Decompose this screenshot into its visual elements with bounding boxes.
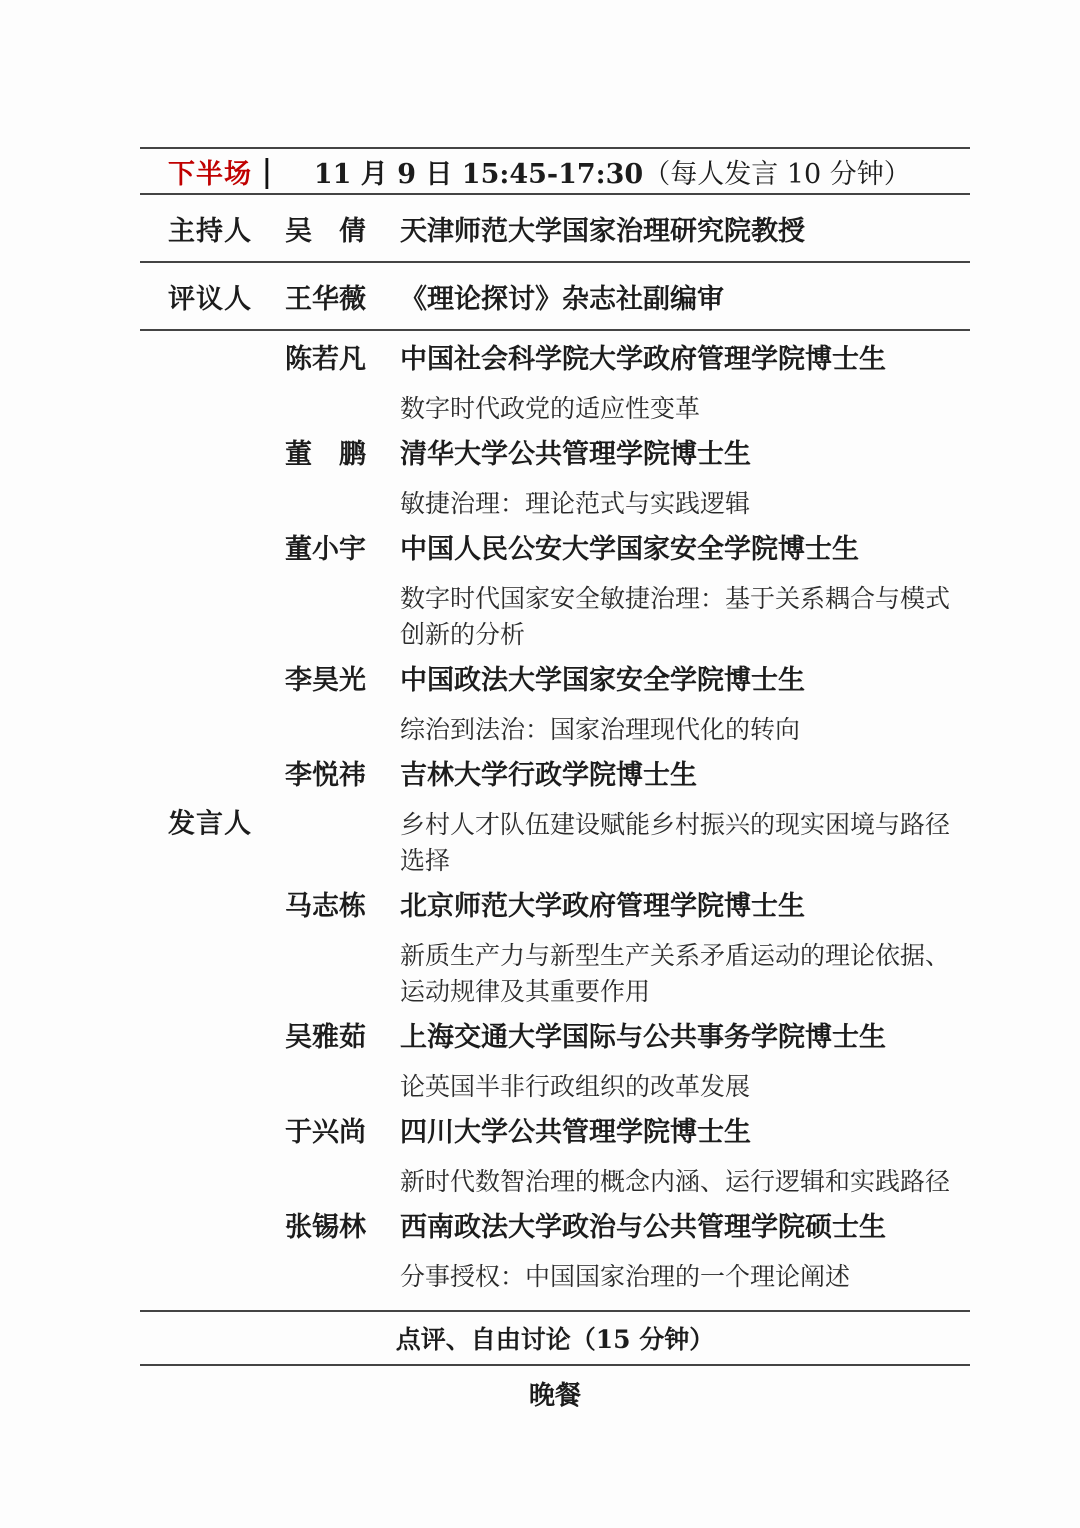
- speakers-role-label: 发言人: [168, 808, 252, 839]
- speaker-entry: [140, 1118, 970, 1200]
- speaker-name: 于兴尚: [285, 1117, 366, 1148]
- commentator-name: 王华薇: [285, 283, 366, 315]
- speaker-affiliation: 中国社会科学院大学政府管理学院博士生: [400, 344, 886, 375]
- session-time: 11 月 9 日 15:45-17:30: [313, 158, 644, 190]
- host-name: 吴 倩: [285, 215, 366, 247]
- speaker-paper-title: 分事授权：中国国家治理的一个理论阐述: [400, 1262, 851, 1291]
- speaker-affiliation: 北京师范大学政府管理学院博士生: [400, 891, 805, 922]
- speaker-name: 李悦祎: [285, 760, 366, 791]
- commentator-row: [140, 263, 970, 331]
- speaker-affiliation: 四川大学公共管理学院博士生: [400, 1117, 751, 1148]
- speaker-name: 董小宇: [285, 534, 366, 565]
- speaker-entry: [140, 535, 970, 653]
- speaker-name: 李昊光: [285, 665, 366, 696]
- dinner-row: 晚餐: [528, 1381, 581, 1411]
- speaker-paper-title: 新时代数智治理的概念内涵、运行逻辑和实践路径: [400, 1167, 951, 1196]
- program-table: [140, 147, 970, 1421]
- host-role-label: 主持人: [168, 215, 252, 247]
- speakers-section: [140, 331, 970, 1312]
- speaker-affiliation: 中国政法大学国家安全学院博士生: [400, 665, 805, 696]
- speaker-paper-title: 新质生产力与新型生产关系矛盾运动的理论依据、运动规律及其重要作用: [400, 941, 951, 1006]
- speaker-affiliation: 吉林大学行政学院博士生: [400, 760, 697, 791]
- speaker-paper-title: 乡村人才队伍建设赋能乡村振兴的现实困境与路径选择: [400, 810, 951, 875]
- speaker-entry: [140, 1213, 970, 1295]
- speaker-entry: [140, 761, 970, 879]
- commentator-role-label: 评议人: [168, 283, 252, 315]
- session-note: （每人发言 10 分钟）: [643, 158, 911, 190]
- speaker-paper-title: 论英国半非行政组织的改革发展: [400, 1072, 751, 1101]
- speaker-entry: [140, 892, 970, 1010]
- speaker-name: 陈若凡: [285, 344, 366, 375]
- speaker-name: 董 鹏: [285, 439, 366, 470]
- speaker-paper-title: 数字时代政党的适应性变革: [400, 394, 701, 423]
- session-header-row: [140, 149, 970, 195]
- speaker-affiliation: 上海交通大学国际与公共事务学院博士生: [400, 1022, 886, 1053]
- commentator-affiliation: 《理论探讨》杂志社副编审: [400, 283, 724, 315]
- host-row: [140, 195, 970, 263]
- speaker-name: 张锡林: [285, 1212, 366, 1243]
- speaker-affiliation: 中国人民公安大学国家安全学院博士生: [400, 534, 859, 565]
- speaker-paper-title: 数字时代国家安全敏捷治理：基于关系耦合与模式创新的分析: [400, 584, 951, 649]
- speaker-paper-title: 综治到法治：国家治理现代化的转向: [400, 715, 801, 744]
- speaker-entry: [140, 345, 970, 427]
- session-separator: |: [262, 153, 272, 189]
- session-label: 下半场: [168, 158, 252, 190]
- host-affiliation: 天津师范大学国家治理研究院教授: [400, 215, 805, 247]
- speaker-affiliation: 西南政法大学政治与公共管理学院硕士生: [400, 1212, 886, 1243]
- speaker-entry: [140, 440, 970, 522]
- speaker-paper-title: 敏捷治理：理论范式与实践逻辑: [400, 489, 751, 518]
- speaker-entry: [140, 666, 970, 748]
- speaker-entry: [140, 1023, 970, 1105]
- speaker-affiliation: 清华大学公共管理学院博士生: [400, 439, 751, 470]
- speaker-name: 吴雅茹: [285, 1022, 366, 1053]
- speaker-name: 马志栋: [285, 891, 366, 922]
- discussion-row: 点评、自由讨论（15 分钟）: [140, 1312, 970, 1366]
